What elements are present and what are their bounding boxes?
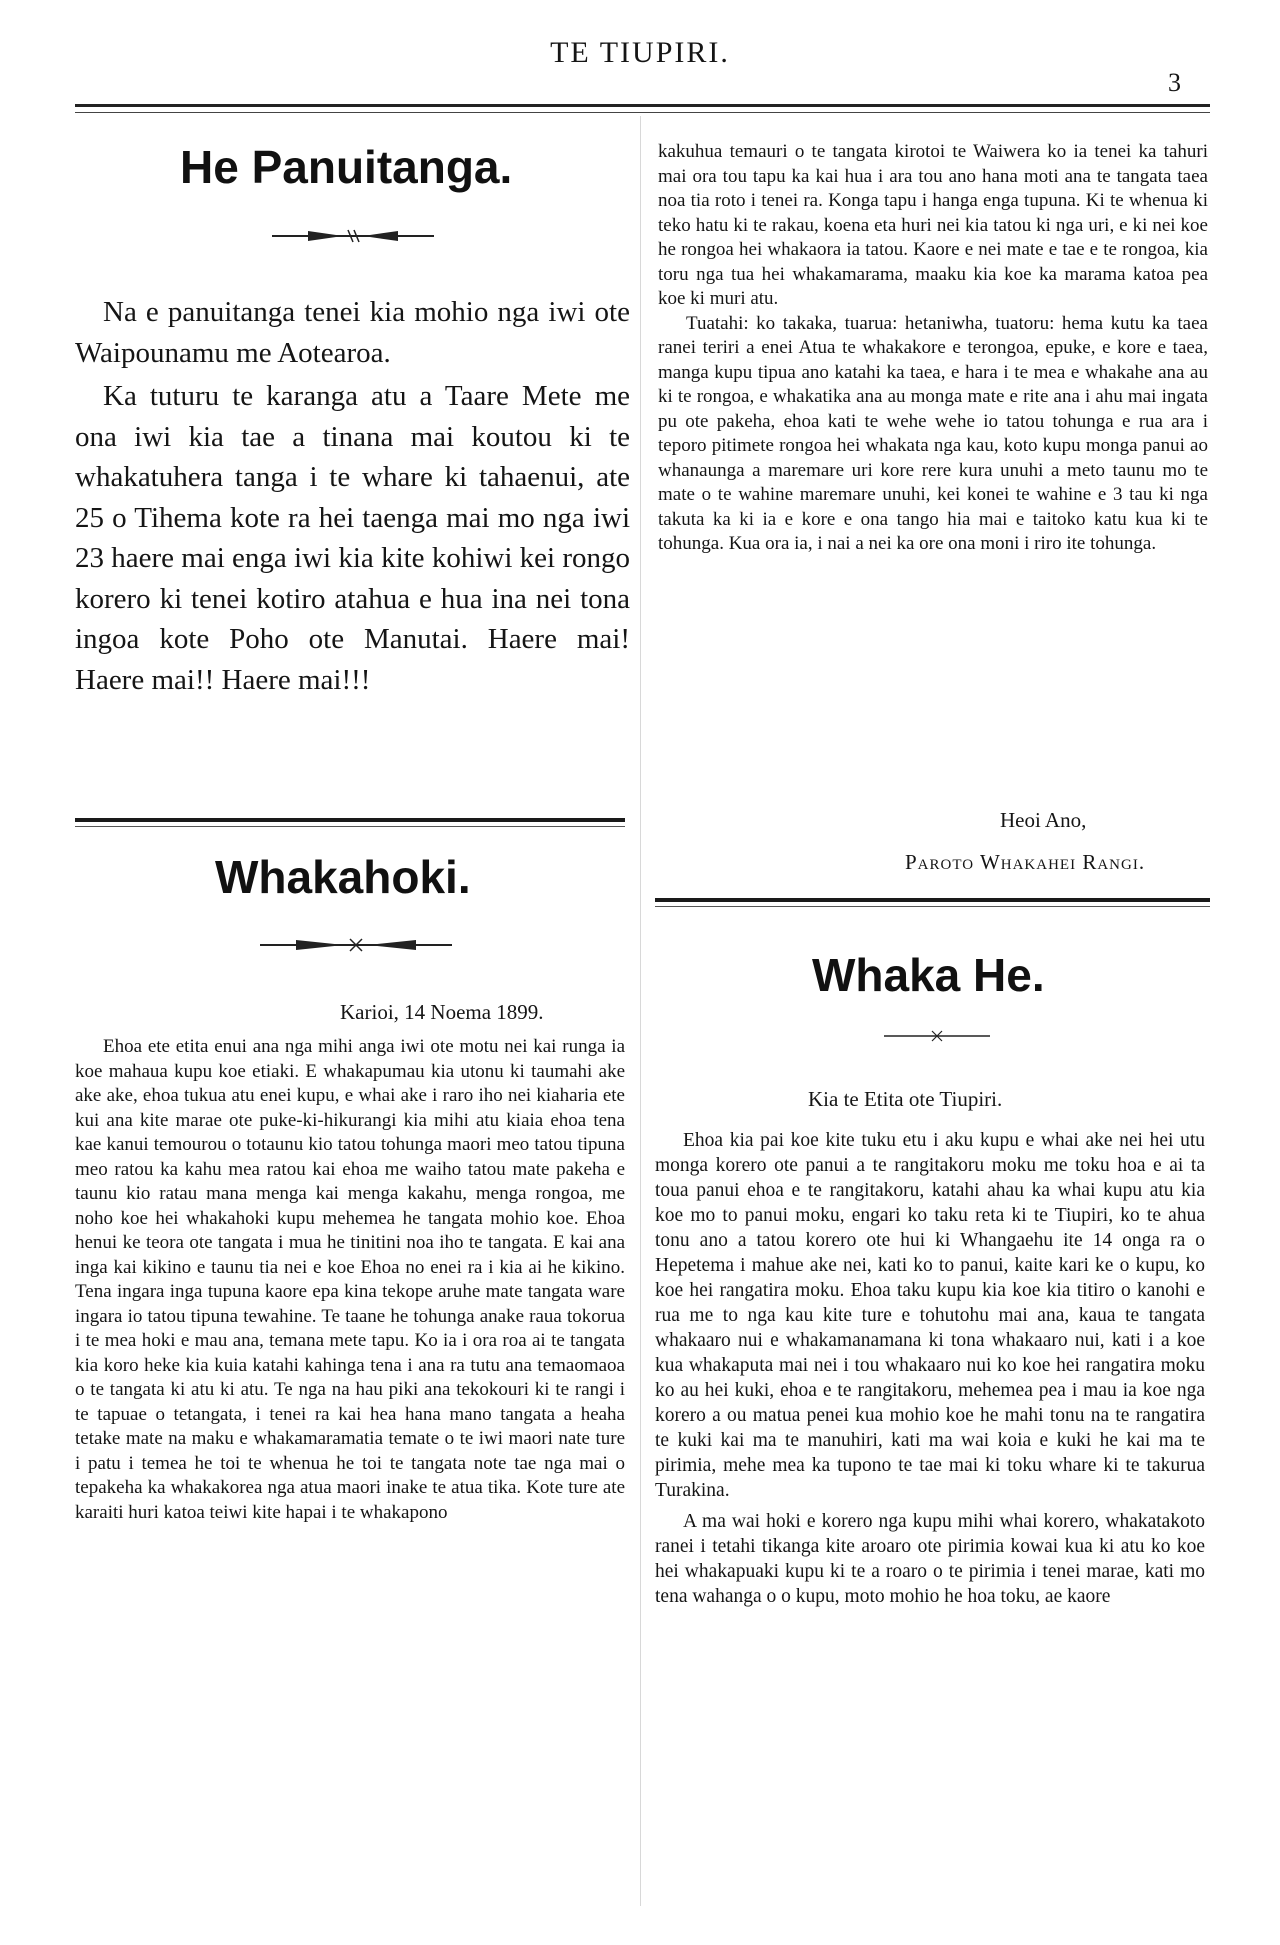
reply-title: Whakahoki.: [215, 851, 471, 903]
objection-paragraph: A ma wai hoki e korero nga kupu mihi whai korero, whakatakoto ranei i tetahi tikanga kite aroaro ote pirimia kowai kua ki atu ko koe hei whakapuaki kupu ki te a roaro o te pirimia i tenei marae, kati mo tena wahanga o o kupu, moto mohio he hoa toku, ae kaore: [655, 1511, 1205, 1607]
column-divider: [640, 116, 641, 1906]
notice-paragraph: Na e panuitanga tenei kia mohio nga iwi ote Waipounamu me Aotearoa.: [75, 296, 630, 369]
section-rule-thin: [655, 906, 1210, 907]
notice-paragraph: Ka tuturu te karanga atu a Taare Mete me ona iwi kia tae a tinana mai koutou ki te whakatuhera tanga i te whare ki tahaenui, ate 25 o Tihema kote ra hei taenga mai mo nga iwi 23 haere mai enga iwi kia kite kohiwi kei rongo korero ki tenei kotiro atahua e hua ina nei tona ingoa kote Poho ote Manutai. Haere mai! Haere mai!! Haere mai!!!: [75, 380, 630, 696]
letter-signature: Paroto Whakahei Rangi.: [905, 850, 1146, 874]
header-rule-thin: [75, 112, 1210, 113]
masthead-title: TE TIUPIRI.: [550, 36, 730, 69]
continuation-paragraph: kakuhua temauri o te tangata kirotoi te Waiwera ko ia tenei ka tahuri mai ora tou tapu ka kai hua i ara tou ano hana moti ana te tangata taea noa tia roto i tenei ra. Konga tapu i hanga enga tupuna. Ki te whenua ki teko hatu ki te rakau, koena eta huri nei kia tatou ki nga uri, e ki nei koe he rongoa hei whakaora ia tatou. Kaore e nei mate e tae e te rongoa, kia toru nga tua hei whakamarama, maaku kia koe ka marama katoa pea koe ki muri atu.: [658, 141, 1208, 309]
page-number: 3: [1168, 68, 1181, 97]
section-rule: [75, 818, 625, 822]
letter-continuation: [658, 140, 1208, 557]
continuation-paragraph: Tuatahi: ko takaka, tuarua: hetaniwha, tuatoru: hema kutu ka taea ranei teriri a enei Atua te whakakore e terongoa, epuke, e kore e taea, manga kupu tipua ano katahi ka taea, e hara i te mea e whakahe ana au ki te rongoa, e whakatika ana au monga mate e rite ana i ahu mai ingata pu ote pakeha, ehoa kati te wehe wehe io tatou tohunga e rua ara i teporo pitimete rongoa hei whakata nga kau, koto kupu monga panui ao whanaunga a maremare uri kore rere kura unuhi a meto taunu mo te mate o te wahine maremare unuhi, kei konei te wahine e 3 tau ki nga takuta ka ki ia e kore e ona tango hia mai e taitoko katu kua ki te tohunga. Kua ora ia, i nai a nei ka ore ona moni i riro ite tohunga.: [658, 312, 1208, 554]
section-rule-thin: [75, 826, 625, 827]
objection-ornament-icon: [882, 1030, 992, 1042]
objection-paragraph: Ehoa kia pai koe kite tuku etu i aku kupu e whai ake nei hei utu monga korero ote panui a te rangitakoru moku me toku hoa e ai ta toua panui ehoa e te rangitakoru, katahi ahau ka whai kupu atu kia koe mo to panui moku, engari ko taku reta ki te Tiupiri, ko te ahua tonu ano a tatou korero ote hui ki Whangaehu ite 14 onga ra o Hepetema i mahue ake nei, kati ko to panui, kaite kari ke o kupu, ko koe hei rangatira moku. Ehoa taku kupu kia koe kia titiro o kanohi e rua me to nga kau kite ture e tohutohu mai ana, kaua te tangata whakaaro nui e whakamanamana ki tona whakaaro nui, kati i a koe kua whakaputa mai nei i tou whakaaro nui ko koe hei rangatira moku ko au hei kuki, ehoa e te rangitakoru, mehemea pea i mau ia koe nga korero a ou matua penei kua mohio koe he mahi tonu na te rangatira te kuki kai ma te manuhiri, kati ma wai koia e kuki he kai ma te pirimia, mehe mea ka tupono te tae mai ki toku whare ki te takurua Turakina.: [655, 1130, 1205, 1501]
notice-title: He Panuitanga.: [180, 141, 513, 193]
notice-ornament-icon: [268, 228, 438, 244]
objection-body: [655, 1128, 1205, 1609]
section-rule: [655, 898, 1210, 902]
header-rule: [75, 104, 1210, 107]
notice-body: [75, 292, 630, 700]
reply-ornament-icon: [256, 936, 456, 954]
reply-dateline: Karioi, 14 Noema 1899.: [340, 1000, 544, 1024]
reply-paragraph: Ehoa ete etita enui ana nga mihi anga iwi ote motu nei kai runga ia koe mahaua kupu koe etiaki. E whakapumau kia utonu ki taumahi ake ake ake, ehoa tukua atu enei kupu, e whai ake i raro iho nei kiaharia ete kui ana kite marae ote puke-ki-hikurangi kia mihi atu kiaia ehoa tena kae kanui temourou o totaunu kio tatou tohunga maori meo tatou tipuna meo ratou ka kahu mea ratou kai ehoa me waiho tatou mate pakeha e taunu kio ratau mana menga kai menga kakahu, menga rongoa, me noho koe hei whakahoki kupu mehemea he tangata mohio koe. Ehoa henui ke teora ote tangata i mua he tinitini noa iho te tangata. E kai ana inga kai kikino e taunu tia nei e koe Ehoa no enei ra i kia ai he kikino. Tena ingara inga tupuna kaore epa kina tekope aruhe mate tangata ware ingara io tatou tipuna tewahine. Te taane he tohunga anake raua tokorua i te mea hoki e mau ana, temana mete tapu. Ko ia i ora roa ai te tangata kia koro heke kia kuia katahi kahinga tena i ana ra tutu ana temaomaoa o te tangata ki atu ki atu. Te nga na hau piki ana tekokouri ki te rangi i te tapuae o tetangata, i tenei ra kai hea hana mano tangata a heaha tetake mate na maku e whakamaramatia temate o te iwi maori nate ture i patu i temea he toi te whenua he toi te tangata note tae nga mai o tepakeha ka whakakorea nga atua maori inake te atua tika. Kote ture ate karaiti huri katoa teiwi kite hapai i te whakapono: [75, 1036, 625, 1523]
letter-closing: Heoi Ano,: [1000, 808, 1087, 832]
objection-salutation: Kia te Etita ote Tiupiri.: [808, 1087, 1003, 1111]
objection-title: Whaka He.: [812, 949, 1045, 1001]
reply-body: [75, 1035, 625, 1525]
